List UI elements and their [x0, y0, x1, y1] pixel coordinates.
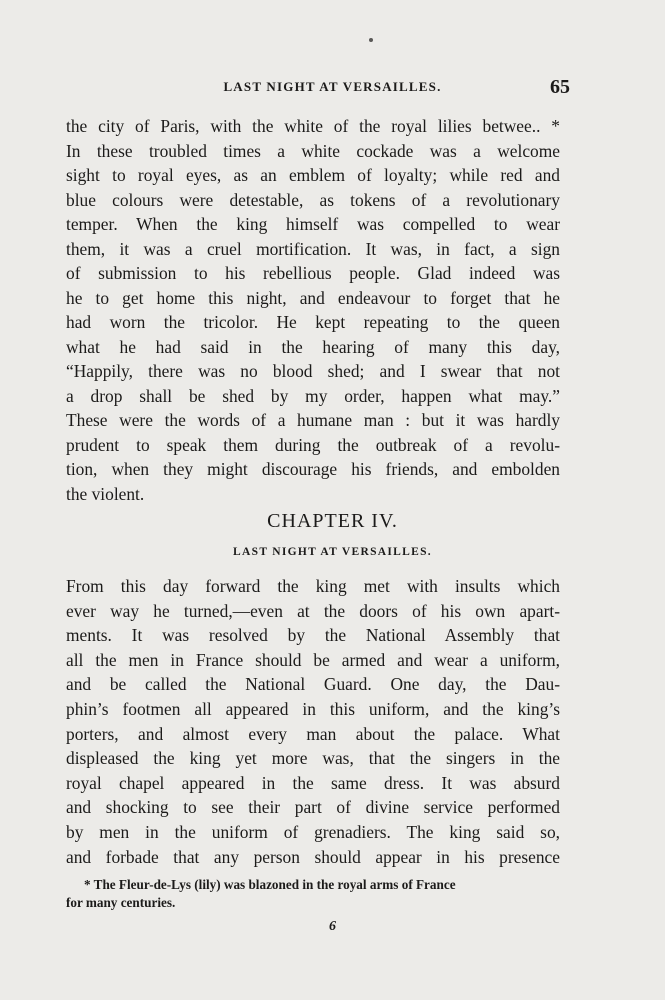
text-line: and shocking to see their part of divine service performed: [66, 797, 560, 818]
text-line: sight to royal eyes, as an emblem of loyalty; while red and: [66, 165, 560, 185]
ink-speck: [369, 38, 373, 42]
text-line: by men in the uniform of grenadiers. The king said so,: [66, 821, 560, 842]
text-line: These were the words of a humane man : but it was hardly: [66, 410, 560, 430]
text-line: In these troubled times a white cockade was a welcome: [66, 140, 560, 161]
text-line: displeased the king yet more was, that the singers in the: [66, 748, 560, 769]
footnote-line: * The Fleur-de-Lys (lily) was blazoned in the royal arms of France: [84, 877, 456, 892]
text-line: ever way he turned,—even at the doors of his own apart-: [66, 600, 560, 621]
text-line: had worn the tricolor. He kept repeating to the queen: [66, 312, 560, 332]
text-line: blue colours were detestable, as tokens of a revolutionary: [66, 189, 560, 210]
text-line: them, it was a cruel mortification. It was, in fact, a sign: [66, 238, 560, 259]
text-line: porters, and almost every man about the palace. What: [66, 723, 560, 744]
text-line: all the men in France should be armed and wear a uniform,: [66, 649, 560, 670]
chapter-title: CHAPTER IV.: [267, 510, 398, 532]
footnote: [66, 876, 560, 912]
page-number: 65: [550, 76, 570, 98]
text-line: prudent to speak them during the outbreak of a revolu-: [66, 434, 560, 455]
text-line: a drop shall be shed by my order, happen what may.”: [66, 385, 560, 406]
text-line: and forbade that any person should appear in his presence: [66, 846, 560, 867]
text-line: the violent.: [66, 483, 145, 504]
page-header: [0, 76, 665, 100]
body-text: [66, 114, 560, 506]
text-line: From this day forward the king met with insults which: [66, 576, 560, 596]
text-line: tion, when they might discourage his friends, and embolden: [66, 459, 560, 479]
text-line: he to get home this night, and endeavour to forget that he: [66, 287, 560, 308]
chapter-text: [66, 574, 560, 869]
text-line: and be called the National Guard. One day, the Dau-: [66, 674, 560, 695]
running-head: LAST NIGHT AT VERSAILLES.: [223, 79, 442, 94]
text-line: of submission to his rebellious people. Glad indeed was: [66, 263, 560, 283]
text-line: royal chapel appeared in the same dress. It was absurd: [66, 772, 560, 793]
text-line: what he had said in the hearing of many this day,: [66, 336, 560, 357]
text-line: “Happily, there was no blood shed; and I swear that not: [66, 361, 560, 381]
signature-mark: 6: [329, 919, 336, 934]
footnote-line: for many centuries.: [66, 895, 176, 910]
text-line: the city of Paris, with the white of the royal lilies betwee.. *: [66, 116, 560, 136]
text-line: temper. When the king himself was compelled to wear: [66, 214, 560, 234]
text-line: ments. It was resolved by the National Assembly that: [66, 625, 560, 646]
text-line: phin’s footmen all appeared in this uniform, and the king’s: [66, 698, 560, 719]
chapter-subtitle: LAST NIGHT AT VERSAILLES.: [233, 546, 432, 558]
